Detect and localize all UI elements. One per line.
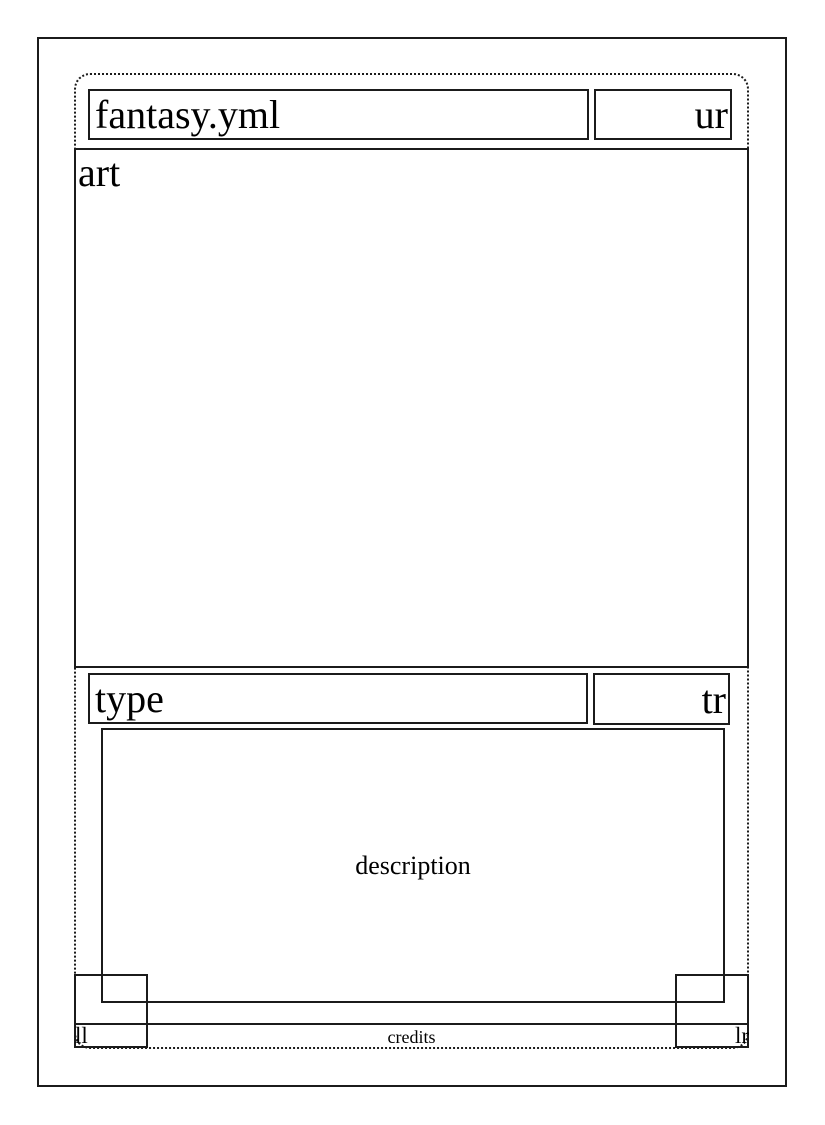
credits-label: credits [387,1027,436,1047]
lower-left-label: ll [75,1023,88,1048]
type-box [88,673,588,724]
description-label: description [355,850,471,880]
title-label: fantasy.yml [95,92,281,137]
credits-bar [74,1023,749,1048]
title-box [88,89,589,140]
type-label: type [95,676,164,721]
art-box [74,148,749,668]
description-box [101,728,725,1003]
art-label: art [78,150,121,195]
lower-right-label: lr [734,1023,749,1048]
type-right-box [593,673,730,725]
type-right-label: tr [701,677,726,722]
upper-right-box [594,89,732,140]
upper-right-label: ur [694,92,728,137]
